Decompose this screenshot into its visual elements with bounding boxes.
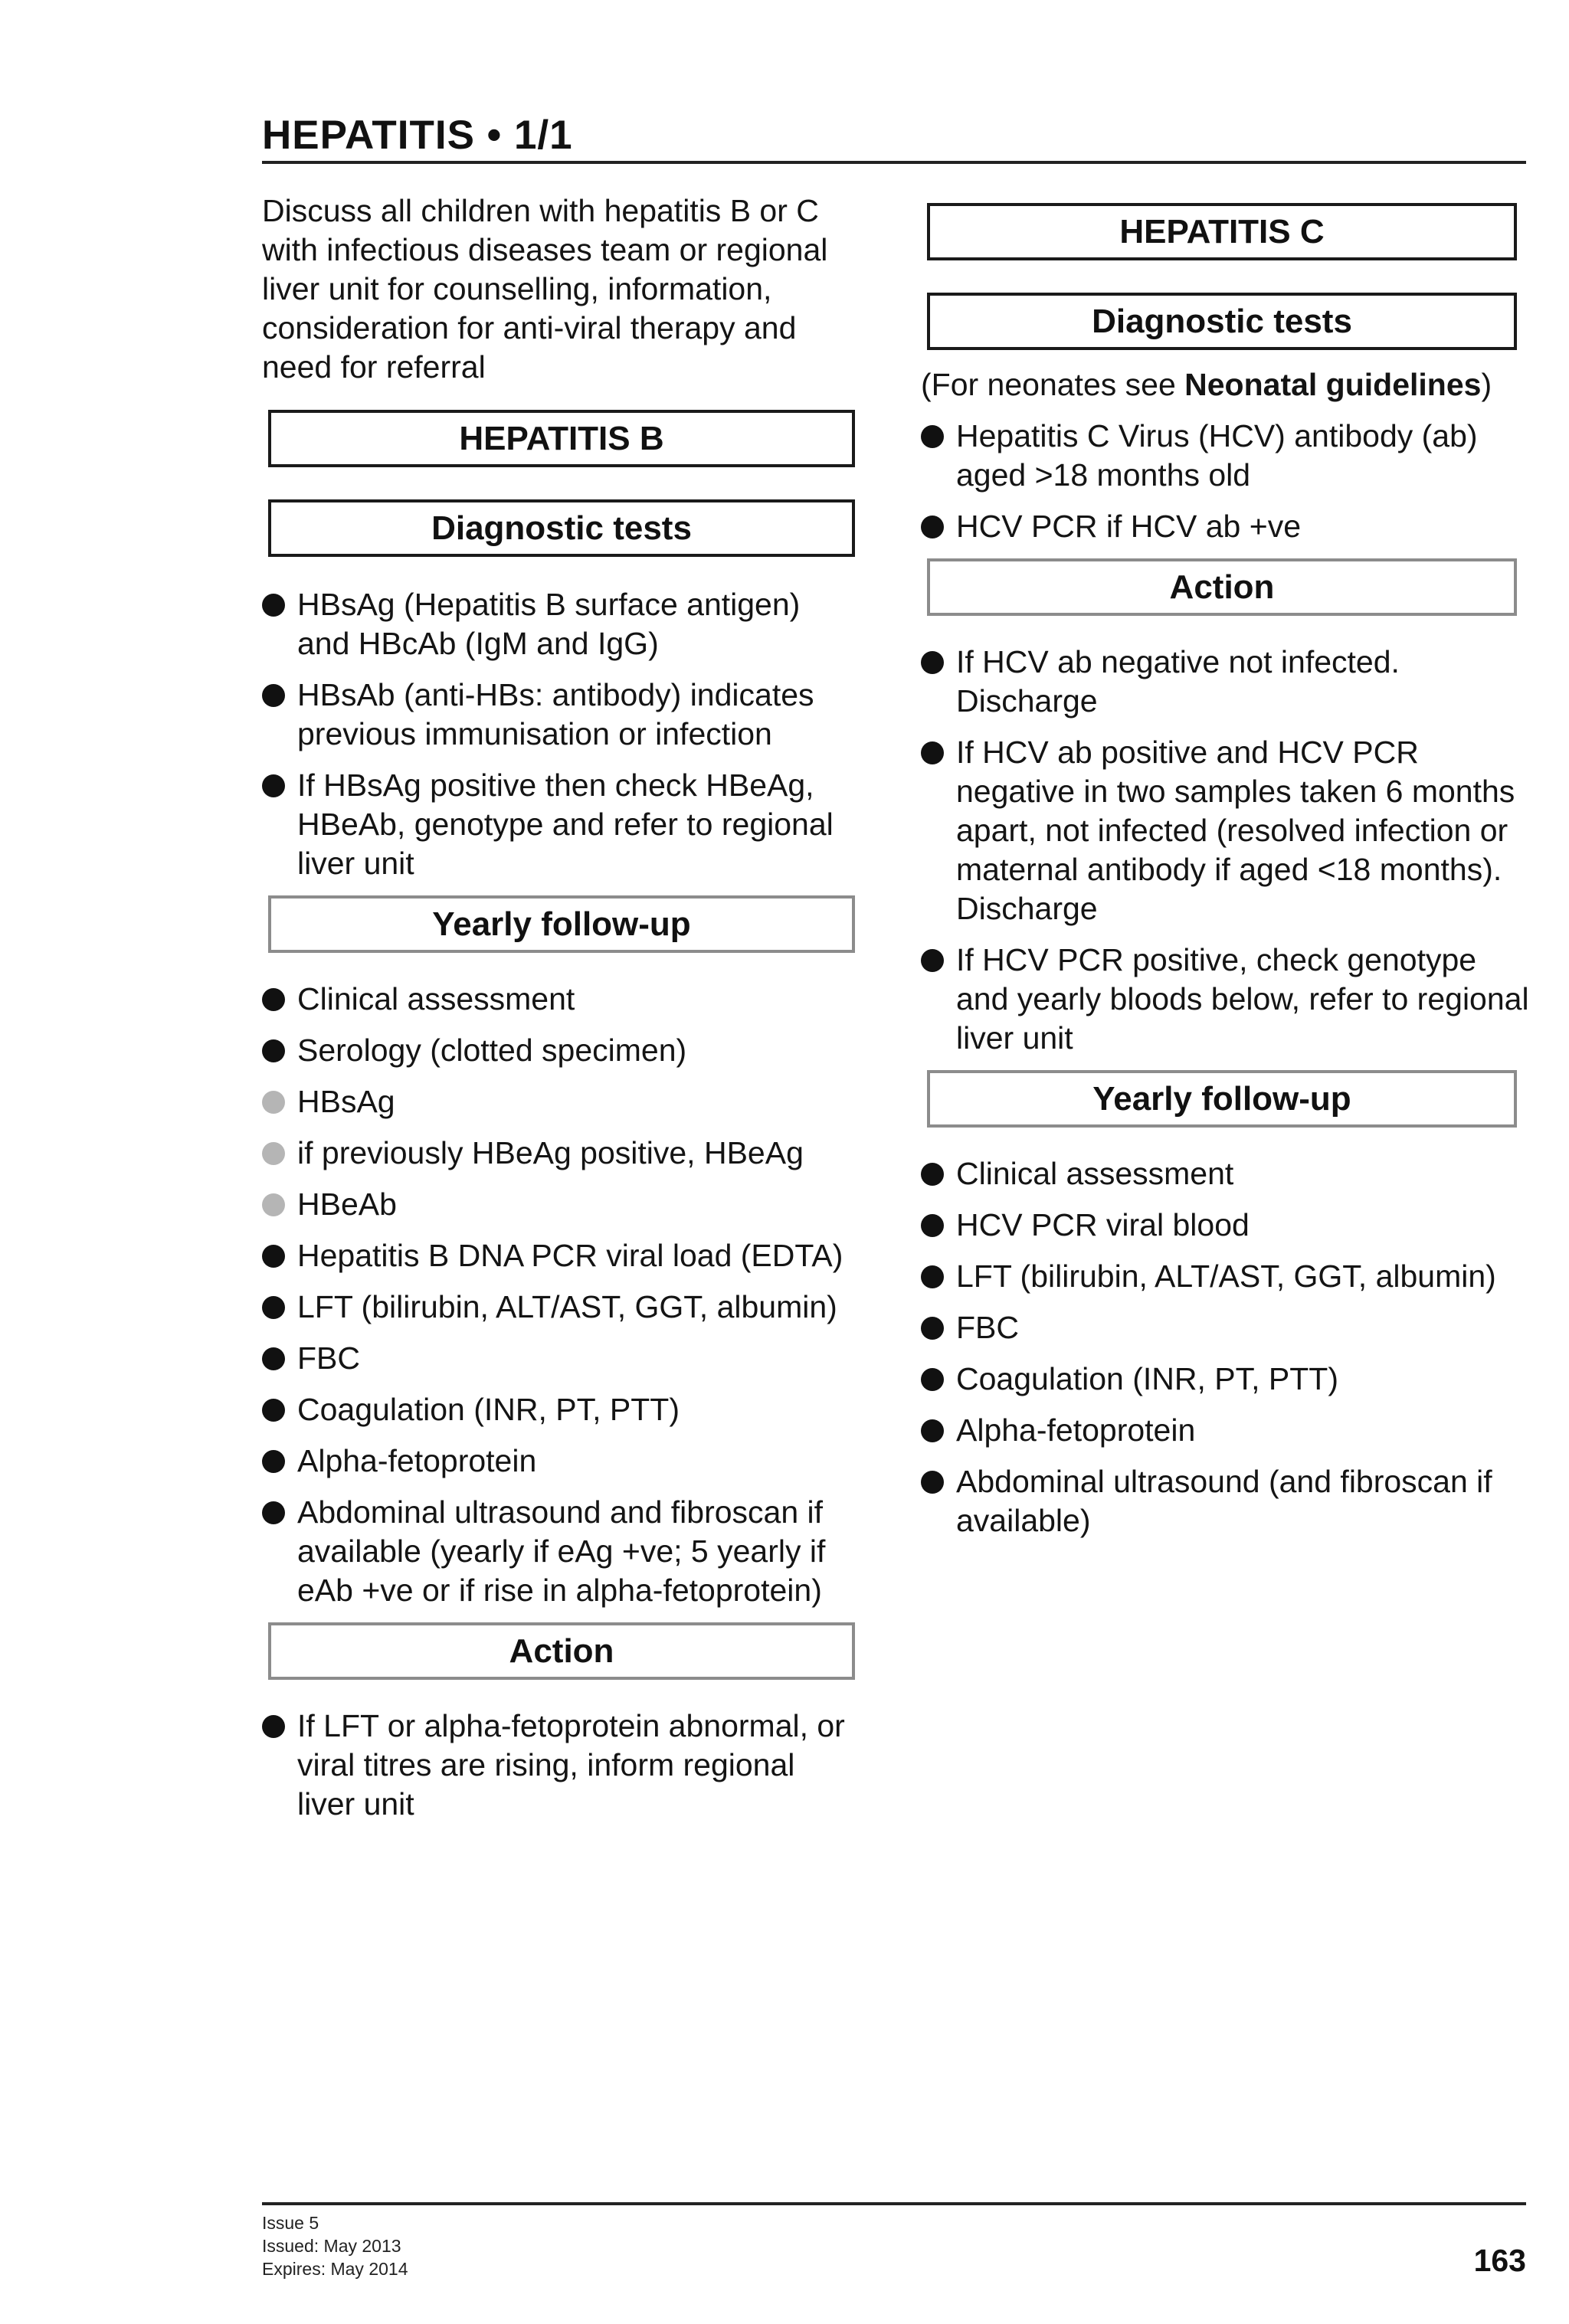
right-column xyxy=(921,203,1534,1553)
list-item: LFT (bilirubin, ALT/AST, GGT, albumin) xyxy=(262,1288,860,1327)
bullet-icon xyxy=(262,1245,285,1268)
list-item: HBsAb (anti-HBs: antibody) indicates previous immunisation or infection xyxy=(262,676,860,754)
neonatal-guidelines-ref: Neonatal guidelines xyxy=(1184,367,1482,402)
hep-c-diagnostic-list xyxy=(921,417,1534,546)
neonates-note: (For neonates see Neonatal guidelines) xyxy=(921,367,1492,402)
hep-b-title-box: HEPATITIS B xyxy=(268,410,855,467)
footer-divider xyxy=(262,2202,1526,2205)
footer-meta xyxy=(262,2211,408,2280)
bullet-icon xyxy=(921,1265,944,1288)
bullet-icon xyxy=(921,516,944,538)
list-item: Clinical assessment xyxy=(262,980,860,1019)
list-item: Hepatitis B DNA PCR viral load (EDTA) xyxy=(262,1236,860,1275)
list-item: Alpha-fetoprotein xyxy=(262,1442,860,1481)
list-item: LFT (bilirubin, ALT/AST, GGT, albumin) xyxy=(921,1257,1534,1296)
list-item: If HCV PCR positive, check genotype and yearly bloods below, refer to regional liver unit xyxy=(921,941,1534,1058)
hep-b-followup-list xyxy=(262,980,860,1610)
hep-b-diagnostic-heading: Diagnostic tests xyxy=(268,499,855,557)
list-item: If HBsAg positive then check HBeAg, HBeAb, genotype and refer to regional liver unit xyxy=(262,766,860,883)
list-item: If LFT or alpha-fetoprotein abnormal, or viral titres are rising, inform regional liver unit xyxy=(262,1707,860,1824)
hep-b-action-list xyxy=(262,1707,860,1824)
bullet-icon xyxy=(921,741,944,764)
list-item: HCV PCR viral blood xyxy=(921,1206,1534,1245)
list-item: Serology (clotted specimen) xyxy=(262,1031,860,1070)
bullet-icon xyxy=(921,1317,944,1340)
list-item: If HCV ab negative not infected. Discharge xyxy=(921,643,1534,721)
list-item: If HCV ab positive and HCV PCR negative in two samples taken 6 months apart, not infected (resolved infection or maternal antibody if aged <18 months). Discharge xyxy=(921,733,1534,928)
list-item: Abdominal ultrasound (and fibroscan if available) xyxy=(921,1462,1534,1540)
hep-c-action-list xyxy=(921,643,1534,1058)
bullet-icon xyxy=(921,1471,944,1494)
sub-bullet-icon xyxy=(262,1091,285,1114)
list-item: FBC xyxy=(262,1339,860,1378)
bullet-icon xyxy=(921,1419,944,1442)
bullet-icon xyxy=(262,1399,285,1422)
bullet-icon xyxy=(262,684,285,707)
bullet-icon xyxy=(262,594,285,617)
hep-b-followup-heading: Yearly follow-up xyxy=(268,895,855,953)
bullet-icon xyxy=(262,988,285,1011)
list-item: Abdominal ultrasound and fibroscan if available (yearly if eAg +ve; 5 yearly if eAb +ve or if rise in alpha-fetoprotein) xyxy=(262,1493,860,1610)
list-item: if previously HBeAg positive, HBeAg xyxy=(262,1134,860,1173)
bullet-icon xyxy=(262,1296,285,1319)
list-item: Coagulation (INR, PT, PTT) xyxy=(262,1390,860,1429)
hep-b-diagnostic-list xyxy=(262,585,860,883)
title-divider xyxy=(262,161,1526,164)
sub-bullet-icon xyxy=(262,1142,285,1165)
hep-b-action-heading: Action xyxy=(268,1622,855,1680)
bullet-icon xyxy=(262,1347,285,1370)
hep-c-followup-list xyxy=(921,1154,1534,1540)
bullet-icon xyxy=(921,1214,944,1237)
hep-c-diagnostic-heading: Diagnostic tests xyxy=(927,293,1517,350)
list-item: HBeAb xyxy=(262,1185,860,1224)
bullet-icon xyxy=(921,1163,944,1186)
issue-label: Issue 5 xyxy=(262,2213,319,2233)
hep-c-followup-heading: Yearly follow-up xyxy=(927,1070,1517,1128)
list-item: Coagulation (INR, PT, PTT) xyxy=(921,1360,1534,1399)
hep-c-action-heading: Action xyxy=(927,558,1517,616)
page-title: HEPATITIS • 1/1 xyxy=(262,113,573,158)
left-column xyxy=(262,191,860,1836)
hep-c-title-box: HEPATITIS C xyxy=(927,203,1517,260)
list-item: HCV PCR if HCV ab +ve xyxy=(921,507,1534,546)
list-item: Alpha-fetoprotein xyxy=(921,1411,1534,1450)
bullet-icon xyxy=(262,1715,285,1738)
bullet-icon xyxy=(262,1039,285,1062)
list-item: HBsAg xyxy=(262,1082,860,1121)
bullet-icon xyxy=(262,1450,285,1473)
expires-date: Expires: May 2014 xyxy=(262,2259,408,2279)
page-number: 163 xyxy=(1473,2243,1526,2278)
bullet-icon xyxy=(921,1368,944,1391)
bullet-icon xyxy=(921,651,944,674)
bullet-icon xyxy=(262,1501,285,1524)
list-item: Hepatitis C Virus (HCV) antibody (ab) aged >18 months old xyxy=(921,417,1534,495)
bullet-icon xyxy=(921,425,944,448)
sub-bullet-icon xyxy=(262,1193,285,1216)
list-item: HBsAg (Hepatitis B surface antigen) and HBcAb (IgM and IgG) xyxy=(262,585,860,663)
bullet-icon xyxy=(921,949,944,972)
intro-paragraph: Discuss all children with hepatitis B or C with infectious diseases team or regional liver unit for counselling, information, consideration for anti-viral therapy and need for referral xyxy=(262,193,828,385)
list-item: Clinical assessment xyxy=(921,1154,1534,1193)
issued-date: Issued: May 2013 xyxy=(262,2236,401,2256)
bullet-icon xyxy=(262,774,285,797)
list-item: FBC xyxy=(921,1308,1534,1347)
